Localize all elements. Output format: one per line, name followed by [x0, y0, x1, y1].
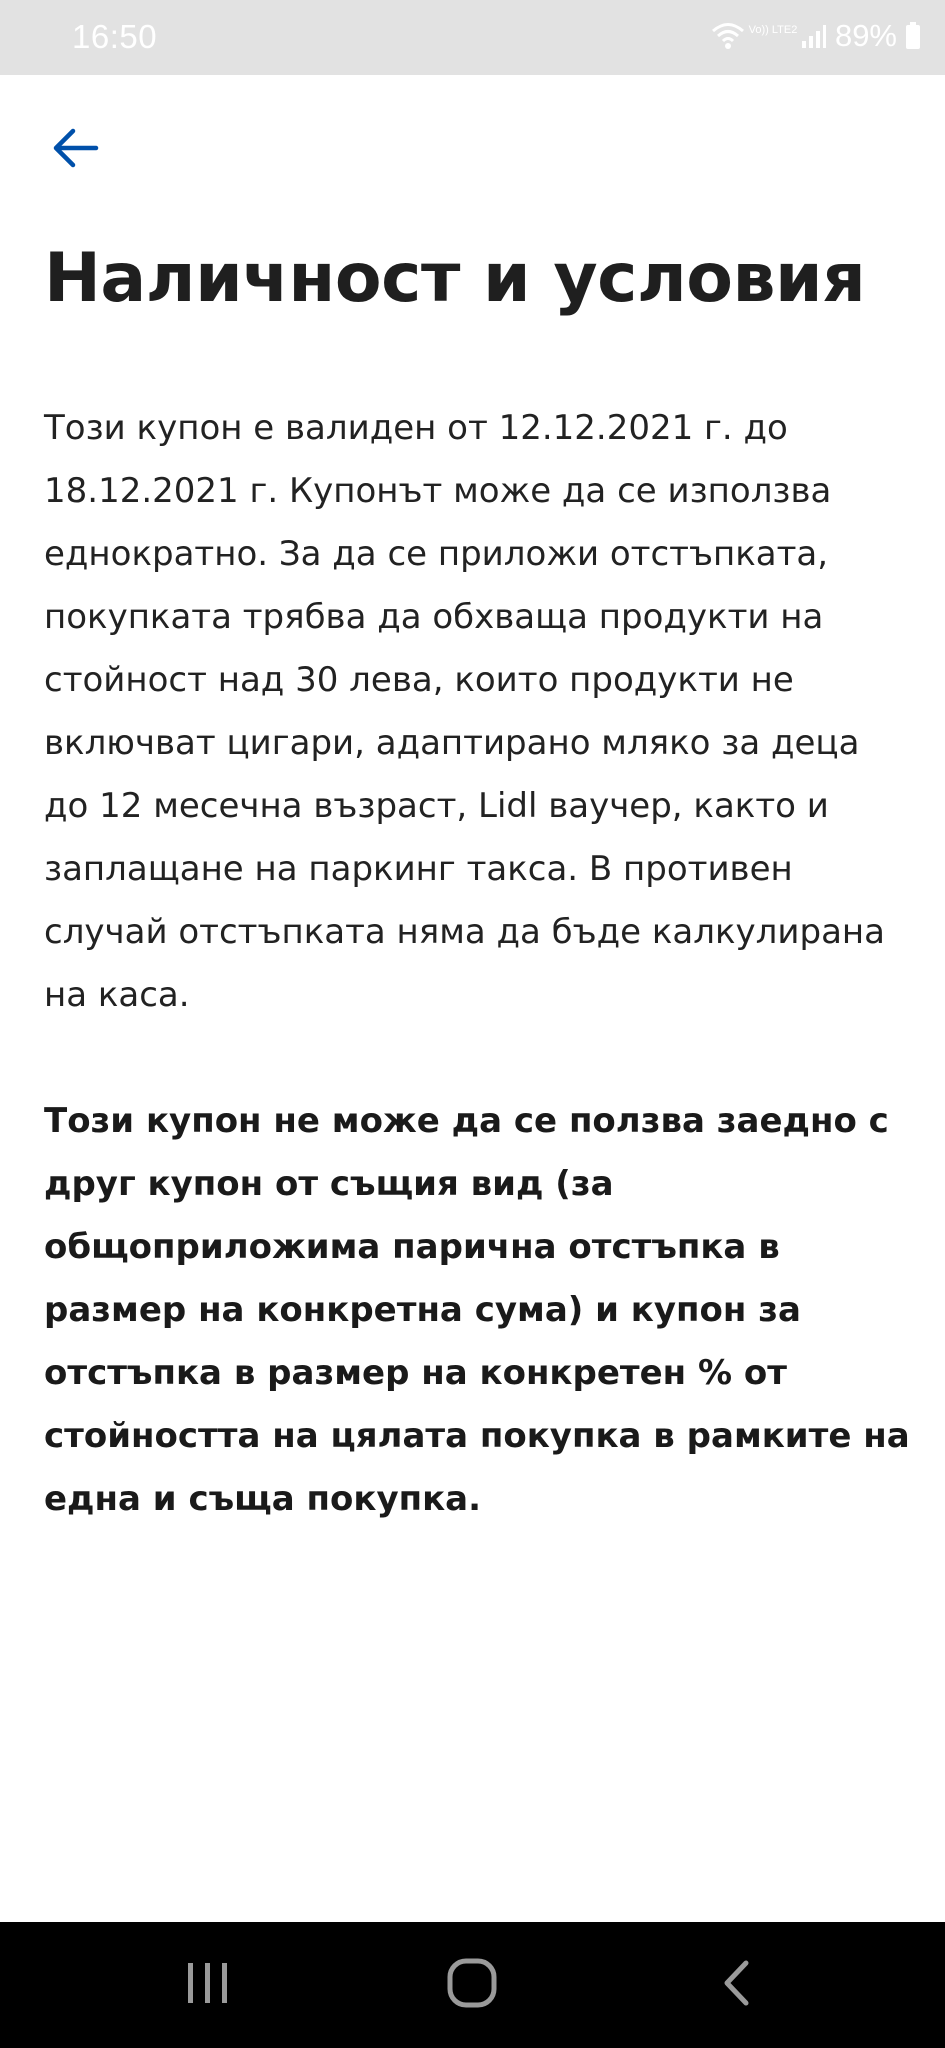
status-bar: [0, 0, 945, 75]
page-title: Наличност и условия: [44, 239, 866, 318]
lte-label-top: Vo)) LTE2: [748, 24, 798, 36]
status-time: 16:50: [72, 18, 158, 55]
home-icon: [446, 1957, 498, 2013]
signal-icon: [801, 23, 827, 49]
system-nav-bar: [0, 1922, 945, 2048]
chevron-left-icon: [721, 1959, 751, 2011]
home-button[interactable]: [412, 1922, 532, 2048]
battery-icon: [905, 22, 921, 50]
status-icons: [711, 18, 921, 54]
back-button[interactable]: [40, 115, 110, 185]
lte-icon: [748, 20, 798, 52]
recents-icon: [185, 1961, 231, 2009]
system-back-button[interactable]: [676, 1922, 796, 2048]
terms-paragraph: Този купон е валиден от 12.12.2021 г. до 18.12.2021 г. Купонът може да се използва еднократно. За да се приложи отстъпката, покупката трябва да обхваща продукти на стойност над 30 лева, които продукти не включват цигари, адаптирано мляко за деца до 12 месечна възраст, Lidl ваучер, както и заплащане на паркинг такса. В противен случай отстъпката няма да бъде калкулирана на каса.: [44, 408, 885, 1015]
terms-content: [44, 397, 914, 1531]
arrow-left-icon: [52, 128, 98, 172]
recents-button[interactable]: [148, 1922, 268, 2048]
terms-paragraph-bold: Този купон не може да се ползва заедно с друг купон от същия вид (за общоприложима парична отстъпка в размер на конкретна сума) и купон за отстъпка в размер на конкретен % от стойността на цялата покупка в рамките на една и съща покупка.: [44, 1101, 910, 1519]
battery-percent: 89%: [834, 18, 897, 53]
wifi-icon: [711, 21, 745, 51]
